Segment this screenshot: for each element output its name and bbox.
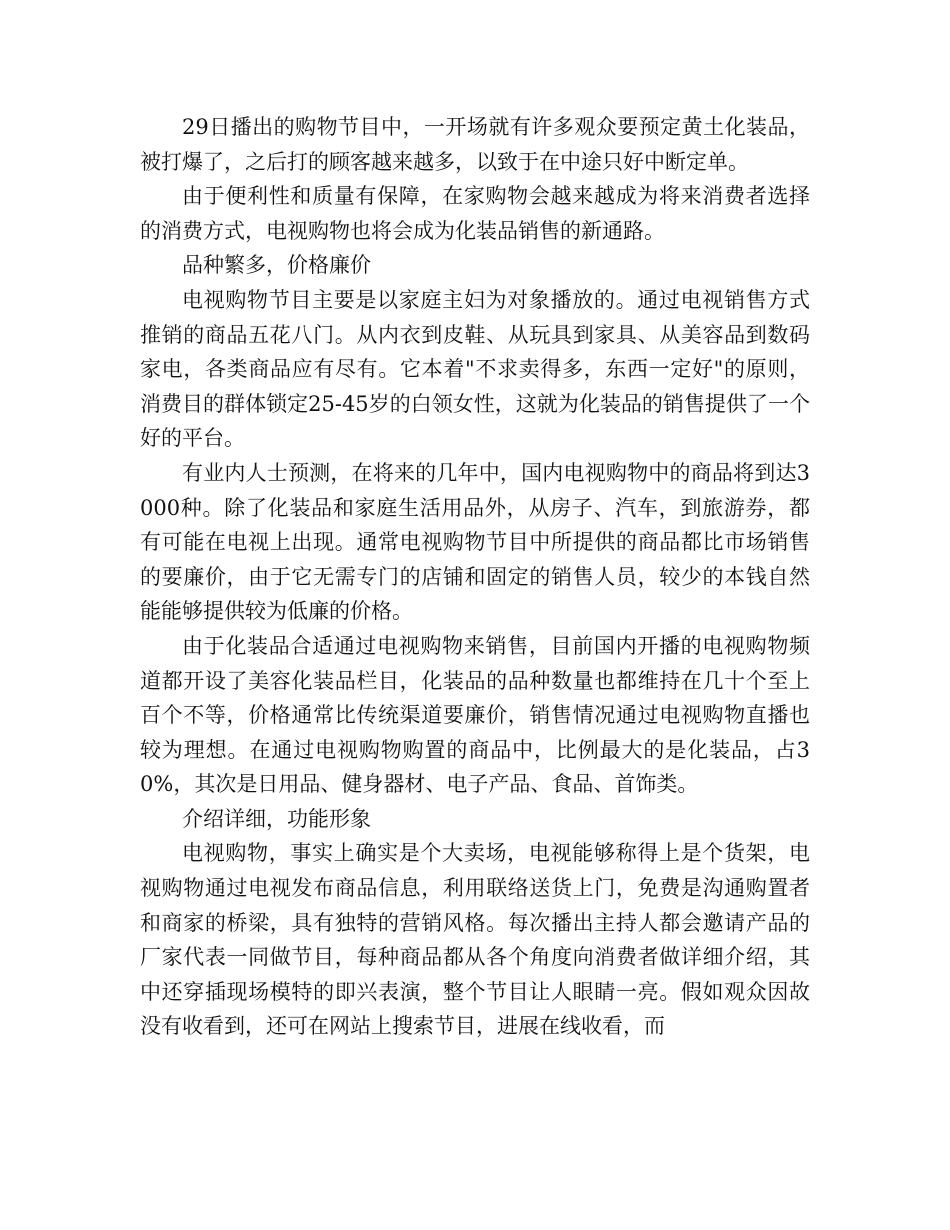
section-heading-variety-price: 品种繁多，价格廉价 <box>182 253 371 278</box>
paragraph-1: 29日播出的购物节目中，一开场就有许多观众要预定黄土化装品，被打爆了，之后打的顾客越来越多，以致于在中途只好中断定单。 <box>140 115 810 174</box>
paragraph-5: 由于化装品合适通过电视购物来销售，目前国内开播的电视购物频道都开设了美容化装品栏目，化装品的品种数量也都维持在几十个至上百个不等，价格通常比传统渠道要廉价，销售情况通过电视购物直播也较为理想。在通过电视购物购置的商品中，比例最大的是化装品，占30%，其次是日用品、健身器材、电子产品、食品、首饰类。 <box>140 633 810 797</box>
paragraph-4: 有业内人士预测，在将来的几年中，国内电视购物中的商品将到达3000种。除了化装品和家庭生活用品外，从房子、汽车，到旅游券，都有可能在电视上出现。通常电视购物节目中所提供的商品都比市场销售的要廉价，由于它无需专门的店铺和固定的销售人员，较少的本钱自然能能够提供较为低廉的价格。 <box>140 460 810 624</box>
paragraph-6: 电视购物，事实上确实是个大卖场，电视能够称得上是个货架，电视购物通过电视发布商品信息，利用联络送货上门，免费是沟通购置者和商家的桥梁，具有独特的营销风格。每次播出主持人都会邀请产品的厂家代表一同做节目，每种商品都从各个角度向消费者做详细介绍，其中还穿插现场模特的即兴表演，整个节目让人眼睛一亮。假如观众因故没有收看到，还可在网站上搜索节目，进展在线收看，而 <box>140 841 810 1039</box>
paragraph-3: 电视购物节目主要是以家庭主妇为对象播放的。通过电视销售方式推销的商品五花八门。从内衣到皮鞋、从玩具到家具、从美容品到数码家电，各类商品应有尽有。它本着"不求卖得多，东西一定好"的原则，消费目的群体锁定25-45岁的白领女性，这就为化装品的销售提供了一个好的平台。 <box>140 287 810 451</box>
paragraph-2: 由于便利性和质量有保障，在家购物会越来越成为将来消费者选择的消费方式，电视购物也将会成为化装品销售的新通路。 <box>140 184 810 243</box>
section-heading-detail-function: 介绍详细，功能形象 <box>182 806 371 831</box>
document-page <box>140 110 810 1044</box>
